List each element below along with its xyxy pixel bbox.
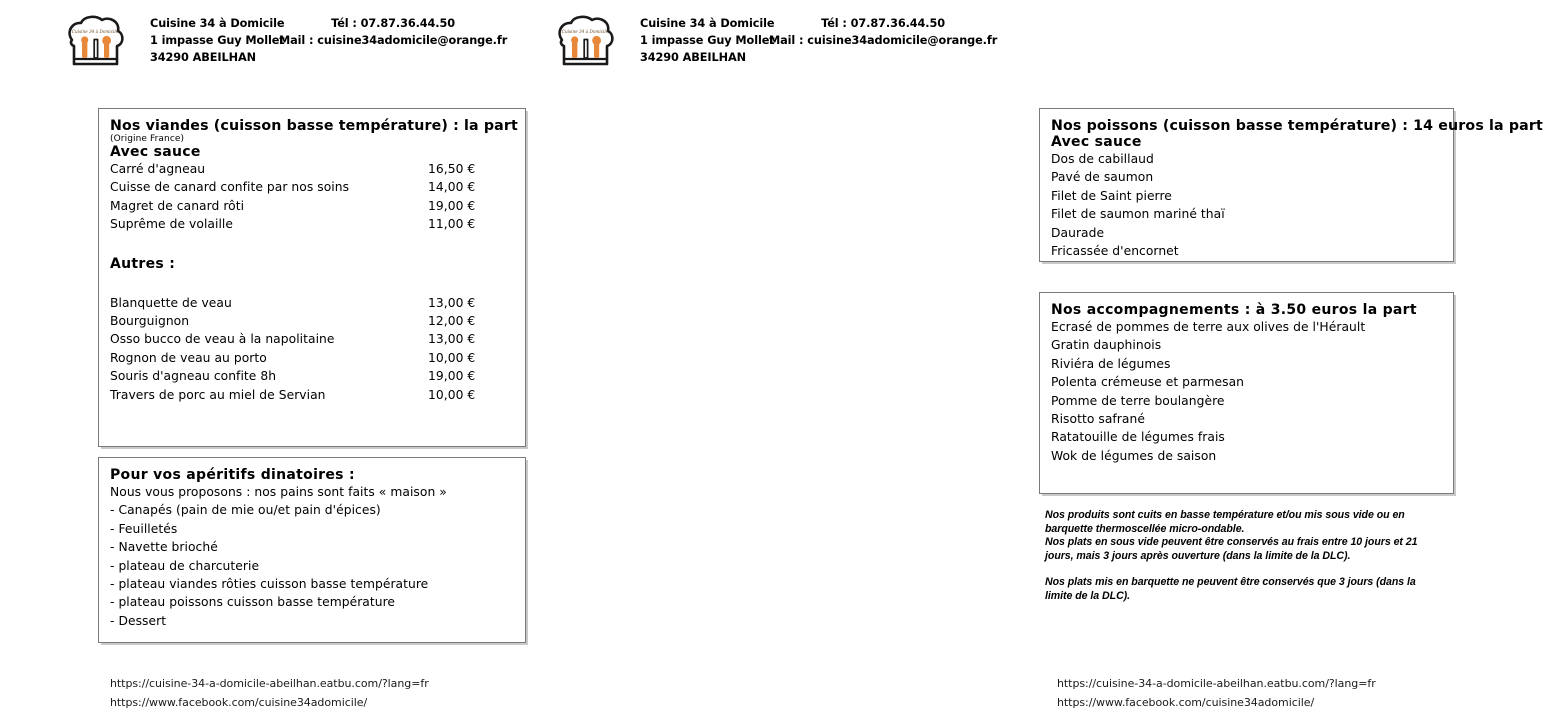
list-item: Riviéra de légumes: [1051, 356, 1171, 371]
meats-with-sauce-heading: Avec sauce: [110, 144, 201, 160]
business-email-right: Mail : cuisine34adomicile@orange.fr: [769, 34, 998, 47]
item-price: 10,00 €: [428, 350, 476, 365]
item-name: Carré d'agneau: [110, 162, 206, 176]
meats-origin: (Origine France): [110, 134, 185, 144]
list-item: - Dessert: [110, 613, 167, 628]
item-name: Bourguignon: [110, 313, 190, 328]
item-price: 13,00 €: [428, 295, 476, 310]
list-item: - plateau poissons cuisson basse température: [110, 595, 396, 610]
list-item: Pomme de terre boulangère: [1051, 393, 1225, 408]
item-price: 14,00 €: [428, 180, 476, 195]
list-item: Dos de cabillaud: [1051, 152, 1154, 166]
menu-item-row: [110, 294, 525, 312]
list-item: Polenta crémeuse et parmesan: [1051, 375, 1245, 390]
business-name-left: Cuisine 34 à Domicile: [150, 17, 285, 30]
list-item: - plateau viandes rôties cuisson basse température: [110, 576, 429, 591]
business-contact-left: [275, 15, 507, 66]
meats-section: [98, 108, 526, 447]
menu-item-row: [110, 386, 525, 404]
header-text-left: [150, 15, 507, 66]
aperitifs-section: [98, 457, 526, 643]
meats-title: Nos viandes (cuisson basse température) : la part: [110, 118, 518, 134]
menu-item-row: [110, 160, 525, 178]
left-column: [22, 0, 518, 724]
list-item: Filet de Saint pierre: [1051, 188, 1172, 203]
spacer: [110, 272, 525, 294]
menu-item-row: [110, 367, 525, 385]
footer-right: [1057, 674, 1376, 712]
business-contact-right: [765, 15, 997, 66]
item-price: 10,00 €: [428, 387, 476, 402]
list-item: Gratin dauphinois: [1051, 338, 1162, 353]
note-paragraph-3: Nos plats mis en barquette ne peuvent être conservés que 3 jours (dans la limite de la DLC).: [1045, 576, 1416, 602]
svg-text:Cuisine 34 à Domicile: Cuisine 34 à Domicile: [561, 29, 609, 34]
business-street-right: 1 impasse Guy Mollet: [640, 34, 775, 47]
business-address-right: [640, 15, 775, 66]
spacer: [1045, 563, 1445, 576]
menu-item-row: [110, 312, 525, 330]
item-price: 12,00 €: [428, 313, 476, 328]
menu-item-row: [110, 215, 525, 233]
svg-text:Cuisine 34 à Domicile: Cuisine 34 à Domicile: [71, 29, 119, 34]
fish-section: [1039, 108, 1543, 262]
list-item: Filet de saumon mariné thaï: [1051, 207, 1225, 222]
business-city-right: 34290 ABEILHAN: [640, 51, 746, 64]
website-link-right[interactable]: https://cuisine-34-a-domicile-abeilhan.eatbu.com/?lang=fr: [1057, 677, 1376, 690]
facebook-link-left[interactable]: https://www.facebook.com/cuisine34adomicile/: [110, 696, 368, 709]
item-name: Rognon de veau au porto: [110, 350, 267, 365]
business-city-left: 34290 ABEILHAN: [150, 51, 256, 64]
list-item: Ratatouille de légumes frais: [1051, 430, 1225, 445]
menu-item-row: [110, 349, 525, 367]
item-price: 19,00 €: [428, 369, 476, 384]
business-phone-left: Tél : 07.87.36.44.50: [331, 17, 456, 30]
business-phone-right: Tél : 07.87.36.44.50: [821, 17, 946, 30]
spacer: [110, 234, 525, 256]
menu-item-row: [110, 330, 525, 348]
chef-hat-logo-icon: [552, 14, 618, 76]
fish-title: Nos poissons (cuisson basse température) : 14 euros la part: [1051, 118, 1543, 134]
header-text-right: [640, 15, 997, 66]
fish-with-sauce-heading: Avec sauce: [1051, 134, 1142, 150]
aperitifs-intro: Nous vous proposons : nos pains sont faits « maison »: [110, 485, 447, 499]
item-price: 16,50 €: [428, 162, 476, 176]
item-name: Magret de canard rôti: [110, 198, 245, 213]
item-name: Travers de porc au miel de Servian: [110, 387, 326, 402]
right-column: [512, 0, 1543, 724]
item-name: Cuisse de canard confite par nos soins: [110, 180, 350, 195]
item-price: 19,00 €: [428, 198, 476, 213]
item-name: Osso bucco de veau à la napolitaine: [110, 332, 335, 347]
chef-hat-logo-icon: [62, 14, 128, 76]
list-item: Wok de légumes de saison: [1051, 448, 1217, 463]
business-street-left: 1 impasse Guy Mollet: [150, 34, 285, 47]
business-email-left: Mail : cuisine34adomicile@orange.fr: [279, 34, 508, 47]
list-item: - Canapés (pain de mie ou/et pain d'épices): [110, 503, 381, 518]
list-item: Pavé de saumon: [1051, 170, 1154, 185]
meats-others-heading: Autres :: [110, 255, 176, 272]
list-item: Ecrasé de pommes de terre aux olives de l'Hérault: [1051, 320, 1366, 334]
header-right: [552, 12, 1002, 82]
business-address-left: [150, 15, 285, 66]
item-price: 13,00 €: [428, 332, 476, 347]
list-item: Risotto safrané: [1051, 411, 1145, 426]
facebook-link-right[interactable]: https://www.facebook.com/cuisine34adomicile/: [1057, 696, 1315, 709]
menu-item-row: [110, 197, 525, 215]
note-paragraph-2: Nos plats en sous vide peuvent être conservés au frais entre 10 jours et 21 jours, mais 3 jours après ouverture (dans la limite de la DLC).: [1045, 536, 1418, 562]
item-name: Blanquette de veau: [110, 295, 232, 310]
item-name: Souris d'agneau confite 8h: [110, 369, 277, 384]
list-item: - Feuilletés: [110, 521, 178, 536]
menu-item-row: [110, 178, 525, 196]
website-link-left[interactable]: https://cuisine-34-a-domicile-abeilhan.eatbu.com/?lang=fr: [110, 677, 429, 690]
item-name: Suprême de volaille: [110, 217, 234, 232]
storage-notes: [1045, 509, 1445, 604]
footer-left: [110, 674, 429, 712]
sides-title: Nos accompagnements : à 3.50 euros la part: [1051, 302, 1417, 318]
business-name-right: Cuisine 34 à Domicile: [640, 17, 775, 30]
list-item: Fricassée d'encornet: [1051, 243, 1179, 258]
list-item: Daurade: [1051, 225, 1105, 240]
list-item: - Navette brioché: [110, 540, 218, 555]
list-item: - plateau de charcuterie: [110, 558, 260, 573]
item-price: 11,00 €: [428, 217, 476, 232]
aperitifs-title: Pour vos apéritifs dinatoires :: [110, 467, 355, 483]
sides-section: [1039, 292, 1454, 494]
note-paragraph-1: Nos produits sont cuits en basse température et/ou mis sous vide ou en barquette thermoscellée micro-ondable.: [1045, 509, 1405, 535]
header-left: [62, 12, 512, 82]
